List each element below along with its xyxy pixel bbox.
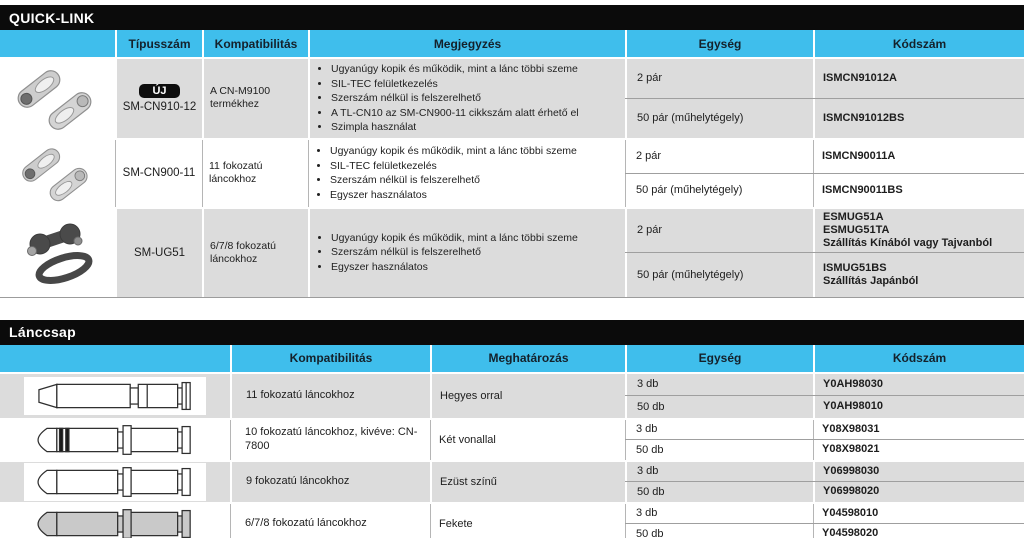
unit-row [625,523,1024,538]
pin-image-cell [0,420,230,460]
type-cell [115,59,202,138]
unit-group [625,462,1024,502]
column-header-egyseg: Egység [625,345,813,372]
code-line: ISMCN91012A [823,71,897,84]
unit-row [625,395,1024,418]
unit-row [625,252,1024,297]
unit-cell: 50 pár (műhelytégely) [625,174,813,207]
column-header-image [0,345,230,372]
pin-diagram-9speed [30,464,200,500]
unit-cell: 2 pár [625,59,813,98]
code-line: ISMCN91012BS [823,111,905,124]
code-cell: Y0AH98030 [813,374,1024,396]
code-cell: Y04598010 [813,504,1024,524]
unit-row [625,481,1024,502]
product-photo-cell [0,209,115,297]
column-header-kompatibilitas: Kompatibilitás [202,30,308,57]
pin-diagram-10speed [30,422,200,458]
unit-cell: 50 db [625,524,813,538]
section-title-bar [0,320,1024,345]
pin-image-cell [0,462,230,502]
quick-link-section [0,5,1024,298]
unit-cell: 50 db [625,396,813,418]
lanccsap-section [0,320,1024,538]
unit-row [625,420,1024,440]
compatibility-cell: 9 fokozatú láncokhoz [230,462,430,502]
code-cell [813,209,1024,253]
unit-row [625,374,1024,396]
unit-group [625,504,1024,538]
pin-diagram-plate [24,421,206,459]
notes-cell [308,209,625,297]
product-photo-cell [0,140,115,207]
unit-cell: 3 db [625,462,813,482]
compatibility-cell: 10 fokozatú láncokhoz, kivéve: CN-7800 [230,420,430,460]
unit-cell: 2 pár [625,140,813,173]
model-number: SM-CN900-11 [122,167,196,179]
product-photo-cell [0,59,115,138]
code-cell: Y08X98021 [813,440,1024,460]
unit-cell: 50 db [625,482,813,502]
column-header-egyseg: Egység [625,30,813,57]
column-header-image [0,30,115,57]
unit-row [625,59,1024,98]
code-cell [813,99,1024,138]
note-item: • SIL-TEC felületkezelés [331,77,619,92]
unit-cell: 50 db [625,440,813,460]
column-header-kompatibilitas: Kompatibilitás [230,345,430,372]
notes-list [315,144,619,202]
note-item: • Szimpla használat [331,120,619,135]
note-item: • SIL-TEC felületkezelés [330,159,619,174]
table-row [0,418,1024,460]
description-cell: Ezüst színű [430,462,625,502]
compatibility-cell: A CN-M9100 termékhez [202,59,308,138]
compatibility-cell: 11 fokozatú láncokhoz [202,140,308,207]
type-cell [115,209,202,297]
pin-diagram-plate [24,463,206,501]
table-row [0,138,1024,207]
section-title-bar [0,5,1024,30]
unit-group [625,209,1024,297]
description-cell: Hegyes orral [430,374,625,418]
unit-row [625,504,1024,524]
unit-group [625,374,1024,418]
pin-image-cell [0,374,230,418]
pin-diagram-11speed [30,378,200,414]
note-item: • Szerszám nélkül is felszerelhető [330,173,619,188]
note-item: • Ugyanúgy kopik és működik, mint a lánc többi szeme [331,62,619,77]
unit-group [625,140,1024,207]
code-cell [813,253,1024,297]
note-item: • Ugyanúgy kopik és működik, mint a lánc többi szeme [330,144,619,159]
pin-diagram-plate [24,505,206,538]
column-header-tipusszam: Típusszám [115,30,202,57]
new-badge: ÚJ [139,84,179,98]
code-cell: Y0AH98010 [813,396,1024,418]
code-cell [813,59,1024,98]
note-item: • Egyszer használatos [331,260,619,275]
note-item: • Egyszer használatos [330,188,619,203]
code-line: ISMCN90011BS [822,183,903,196]
table-row [0,207,1024,297]
model-number: SM-UG51 [133,246,186,259]
column-header-kodszam: Kódszám [813,30,1024,57]
code-cell: Y06998030 [813,462,1024,482]
unit-row [625,209,1024,253]
unit-cell: 50 pár (műhelytégely) [625,99,813,138]
note-item: • Ugyanúgy kopik és működik, mint a lánc többi szeme [331,231,619,246]
unit-group [625,59,1024,138]
unit-cell: 3 db [625,504,813,524]
unit-cell: 3 db [625,420,813,440]
code-line: Szállítás Kínából vagy Tajvanból [823,236,993,249]
notes-list [316,231,619,275]
unit-cell: 50 pár (műhelytégely) [625,253,813,297]
code-line: Szállítás Japánból [823,274,919,287]
section-title: QUICK-LINK [9,9,95,26]
column-header-megjegyzes: Megjegyzés [308,30,625,57]
model-number: SM-CN910-12 [122,100,197,113]
description-cell: Két vonallal [430,420,625,460]
quick-link-photo [6,142,110,204]
unit-row [625,98,1024,138]
unit-row [625,462,1024,482]
lanccsap-header-row [0,345,1024,372]
notes-list [316,62,619,135]
code-line: ESMUG51A [823,210,884,223]
code-cell [813,140,1024,173]
code-line: ISMUG51BS [823,261,887,274]
compatibility-cell: 11 fokozatú láncokhoz [230,374,430,418]
code-line: ISMCN90011A [822,149,896,162]
table-row [0,372,1024,418]
column-header-meghatarozas: Meghatározás [430,345,625,372]
pin-diagram-678speed [30,506,200,538]
unit-group [625,420,1024,460]
compatibility-cell: 6/7/8 fokozatú láncokhoz [230,504,430,538]
chain-link-photo [6,214,110,292]
note-item: • Szerszám nélkül is felszerelhető [331,245,619,260]
note-item: • Szerszám nélkül is felszerelhető [331,91,619,106]
code-cell [813,174,1024,207]
unit-cell: 3 db [625,374,813,396]
notes-cell [308,59,625,138]
notes-cell [308,140,625,207]
code-line: ESMUG51TA [823,223,890,236]
description-cell: Fekete [430,504,625,538]
unit-row [625,439,1024,460]
section-title: Lánccsap [9,324,76,340]
code-cell: Y04598020 [813,524,1024,538]
unit-cell: 2 pár [625,209,813,253]
quick-link-photo [6,63,110,133]
code-cell: Y08X98031 [813,420,1024,440]
code-cell: Y06998020 [813,482,1024,502]
table-row [0,502,1024,538]
column-header-kodszam: Kódszám [813,345,1024,372]
note-item: • A TL-CN10 az SM-CN900-11 cikkszám alatt érhető el [331,106,619,121]
type-cell [115,140,202,207]
compatibility-cell: 6/7/8 fokozatú láncokhoz [202,209,308,297]
table-row [0,460,1024,502]
pin-image-cell [0,504,230,538]
table-row [0,57,1024,138]
quick-link-header-row [0,30,1024,57]
pin-diagram-plate [24,377,206,415]
unit-row [625,140,1024,173]
unit-row [625,173,1024,207]
